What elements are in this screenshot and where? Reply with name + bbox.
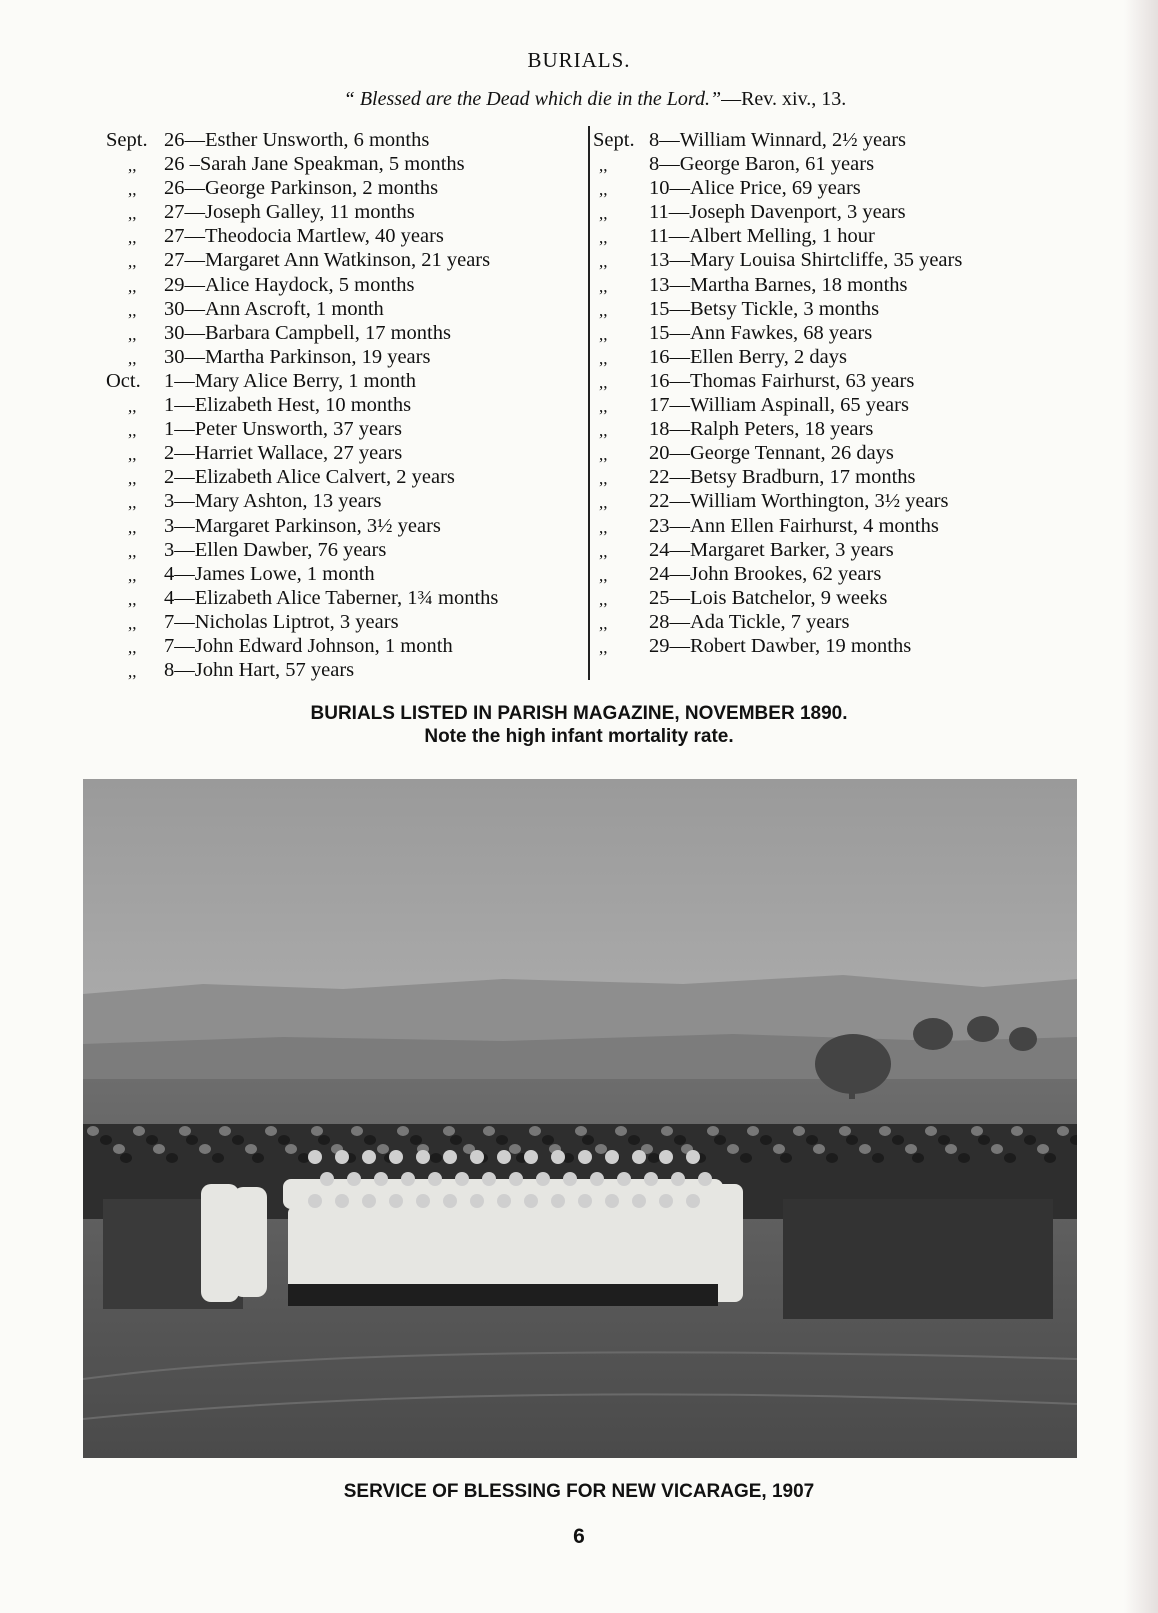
burial-entry-text: 1—Mary Alice Berry, 1 month [164,369,417,392]
burial-entry-text: 26—George Parkinson, 2 months [164,177,439,200]
ditto-mark: ,, [599,156,608,176]
ditto-mark: ,, [599,324,608,344]
burial-entry [106,128,596,152]
burial-entry-text: 10—Alice Price, 69 years [649,177,861,200]
ditto-mark: ,, [599,180,608,200]
burial-entry-text: 26—Esther Unsworth, 6 months [164,129,430,151]
burial-entry [106,514,596,538]
ditto-mark: ,, [599,276,608,296]
ditto-mark: ,, [599,204,608,224]
ditto-mark: ,, [599,541,608,561]
burial-entry-text: 3—Margaret Parkinson, 3½ years [164,514,441,537]
burial-entry-text: 30—Barbara Campbell, 17 months [164,321,451,344]
ditto-mark: ,, [128,252,137,272]
burial-entry [106,586,596,610]
burial-entry-text: 2—Harriet Wallace, 27 years [164,442,403,465]
burial-entry-text: 8—William Winnard, 2½ years [649,129,907,151]
burial-entry [106,224,596,248]
burial-entry-text: 7—John Edward Johnson, 1 month [164,634,453,657]
ditto-mark: ,, [128,324,137,344]
burial-entry-text: 11—Albert Melling, 1 hour [649,225,875,248]
ditto-mark: ,, [599,469,608,489]
burials-caption [0,702,1158,748]
burial-entry-text: 3—Mary Ashton, 13 years [164,490,382,513]
ditto-mark: ,, [128,469,137,489]
burial-entry-text: 27—Joseph Galley, 11 months [164,201,415,224]
burial-entry-text: 23—Ann Ellen Fairhurst, 4 months [649,514,939,537]
ditto-mark: ,, [128,300,137,320]
ditto-mark: ,, [599,421,608,441]
burial-entry-text: 22—Betsy Bradburn, 17 months [649,466,916,489]
burial-entry-text: 29—Robert Dawber, 19 months [649,634,912,657]
burial-entry [593,634,1053,658]
scripture-epigraph [0,88,1158,111]
burial-entry [106,345,596,369]
burial-entry-text: 8—George Baron, 61 years [649,153,875,176]
burial-entry-text: 22—William Worthington, 3½ years [649,490,949,513]
burial-entry [106,610,596,634]
burial-entry [593,489,1053,513]
burial-entry-text: 29—Alice Haydock, 5 months [164,273,415,296]
ditto-mark: ,, [599,589,608,609]
ditto-mark: ,, [128,445,137,465]
photo-caption: SERVICE OF BLESSING FOR NEW VICARAGE, 1907 [343,1481,815,1502]
burial-entry [593,273,1053,297]
ditto-mark: ,, [128,493,137,513]
ditto-mark: ,, [128,517,137,537]
ditto-mark: ,, [128,348,137,368]
burial-entry-text: 15—Betsy Tickle, 3 months [649,297,880,320]
ditto-mark: ,, [599,517,608,537]
burial-entry [593,176,1053,200]
burial-entry [593,200,1053,224]
burial-entry-text: 7—Nicholas Liptrot, 3 years [164,610,399,633]
burial-entry-text: 24—Margaret Barker, 3 years [649,538,894,561]
burial-entry [593,345,1053,369]
burials-list-right [593,128,1053,658]
ditto-mark: ,, [128,421,137,441]
burial-entry [106,417,596,441]
epigraph-reference: —Rev. xiv., 13. [721,88,847,110]
ditto-mark: ,, [128,662,137,682]
burial-entry-text: 1—Peter Unsworth, 37 years [164,418,402,441]
vicarage-blessing-photograph [83,779,1077,1458]
burial-entry-text: 30—Martha Parkinson, 19 years [164,345,431,368]
ditto-mark: ,, [128,613,137,633]
burial-entry-text: 8—John Hart, 57 years [164,659,355,682]
burial-entry [106,658,596,682]
burial-entry [106,321,596,345]
burial-entry [106,562,596,586]
burial-entry [106,393,596,417]
burial-entry [106,634,596,658]
burials-caption-line2: Note the high infant mortality rate. [424,726,734,747]
burial-entry [593,393,1053,417]
ditto-mark: ,, [599,300,608,320]
burial-entry [593,586,1053,610]
ditto-mark: ,, [599,397,608,417]
burial-month: Sept. [106,129,148,151]
burial-entry-text: 25—Lois Batchelor, 9 weeks [649,586,888,609]
page-title: BURIALS. [527,48,631,72]
burial-entry-text: 20—George Tennant, 26 days [649,442,894,465]
burials-list-left [106,128,596,682]
column-divider [588,126,590,680]
burial-entry [593,610,1053,634]
burial-entry [593,465,1053,489]
burial-entry-text: 26 –Sarah Jane Speakman, 5 months [164,153,465,176]
burial-entry [593,297,1053,321]
ditto-mark: ,, [599,493,608,513]
ditto-mark: ,, [599,372,608,392]
burial-entry [593,441,1053,465]
ditto-mark: ,, [599,348,608,368]
page-edge-shadow [1124,0,1158,1613]
ditto-mark: ,, [599,252,608,272]
burial-entry [106,176,596,200]
burial-entry [106,273,596,297]
burial-entry-text: 30—Ann Ascroft, 1 month [164,297,384,320]
burial-entry [593,562,1053,586]
burial-entry [106,297,596,321]
burial-entry-text: 27—Margaret Ann Watkinson, 21 years [164,249,491,272]
ditto-mark: ,, [599,445,608,465]
burial-entry-text: 24—John Brookes, 62 years [649,562,882,585]
ditto-mark: ,, [128,541,137,561]
burial-entry-text: 27—Theodocia Martlew, 40 years [164,225,444,248]
burial-entry [593,224,1053,248]
burial-entry [106,441,596,465]
ditto-mark: ,, [128,637,137,657]
burial-entry [106,369,596,393]
burial-entry-text: 15—Ann Fawkes, 68 years [649,321,873,344]
ditto-mark: ,, [128,180,137,200]
burial-month: Oct. [106,369,141,392]
burial-entry-text: 13—Mary Louisa Shirtcliffe, 35 years [649,249,963,272]
ditto-mark: ,, [599,228,608,248]
burial-entry [593,152,1053,176]
burial-month: Sept. [593,129,635,151]
burial-entry [106,465,596,489]
burial-entry-text: 17—William Aspinall, 65 years [649,394,909,417]
burial-entry [593,369,1053,393]
burial-entry-text: 2—Elizabeth Alice Calvert, 2 years [164,466,455,489]
burial-entry-text: 11—Joseph Davenport, 3 years [649,201,906,224]
burial-entry-text: 1—Elizabeth Hest, 10 months [164,394,412,417]
burial-entry [593,248,1053,272]
ditto-mark: ,, [128,228,137,248]
burial-entry [593,417,1053,441]
burial-entry [593,128,1053,152]
burial-entry-text: 4—James Lowe, 1 month [164,562,375,585]
burials-caption-line1: BURIALS LISTED IN PARISH MAGAZINE, NOVEMBER 1890. [310,703,848,724]
ditto-mark: ,, [128,156,137,176]
ditto-mark: ,, [128,589,137,609]
burial-entry-text: 18—Ralph Peters, 18 years [649,418,874,441]
burial-entry [106,152,596,176]
burial-entry [106,248,596,272]
burial-entry [593,514,1053,538]
ditto-mark: ,, [128,204,137,224]
epigraph-quote: “ Blessed are the Dead which die in the Lord.” [343,88,722,110]
burial-entry-text: 4—Elizabeth Alice Taberner, 1¾ months [164,586,499,609]
burial-entry [106,200,596,224]
ditto-mark: ,, [599,613,608,633]
ditto-mark: ,, [128,565,137,585]
ditto-mark: ,, [599,637,608,657]
burial-entry [106,489,596,513]
ditto-mark: ,, [128,276,137,296]
burial-entry-text: 16—Ellen Berry, 2 days [649,345,847,368]
ditto-mark: ,, [599,565,608,585]
burial-entry-text: 3—Ellen Dawber, 76 years [164,538,387,561]
burial-entry-text: 28—Ada Tickle, 7 years [649,610,850,633]
page-number: 6 [573,1525,585,1548]
burial-entry-text: 16—Thomas Fairhurst, 63 years [649,369,915,392]
burial-entry [593,538,1053,562]
ditto-mark: ,, [128,397,137,417]
burial-entry-text: 13—Martha Barnes, 18 months [649,273,908,296]
burial-entry [106,538,596,562]
burial-entry [593,321,1053,345]
